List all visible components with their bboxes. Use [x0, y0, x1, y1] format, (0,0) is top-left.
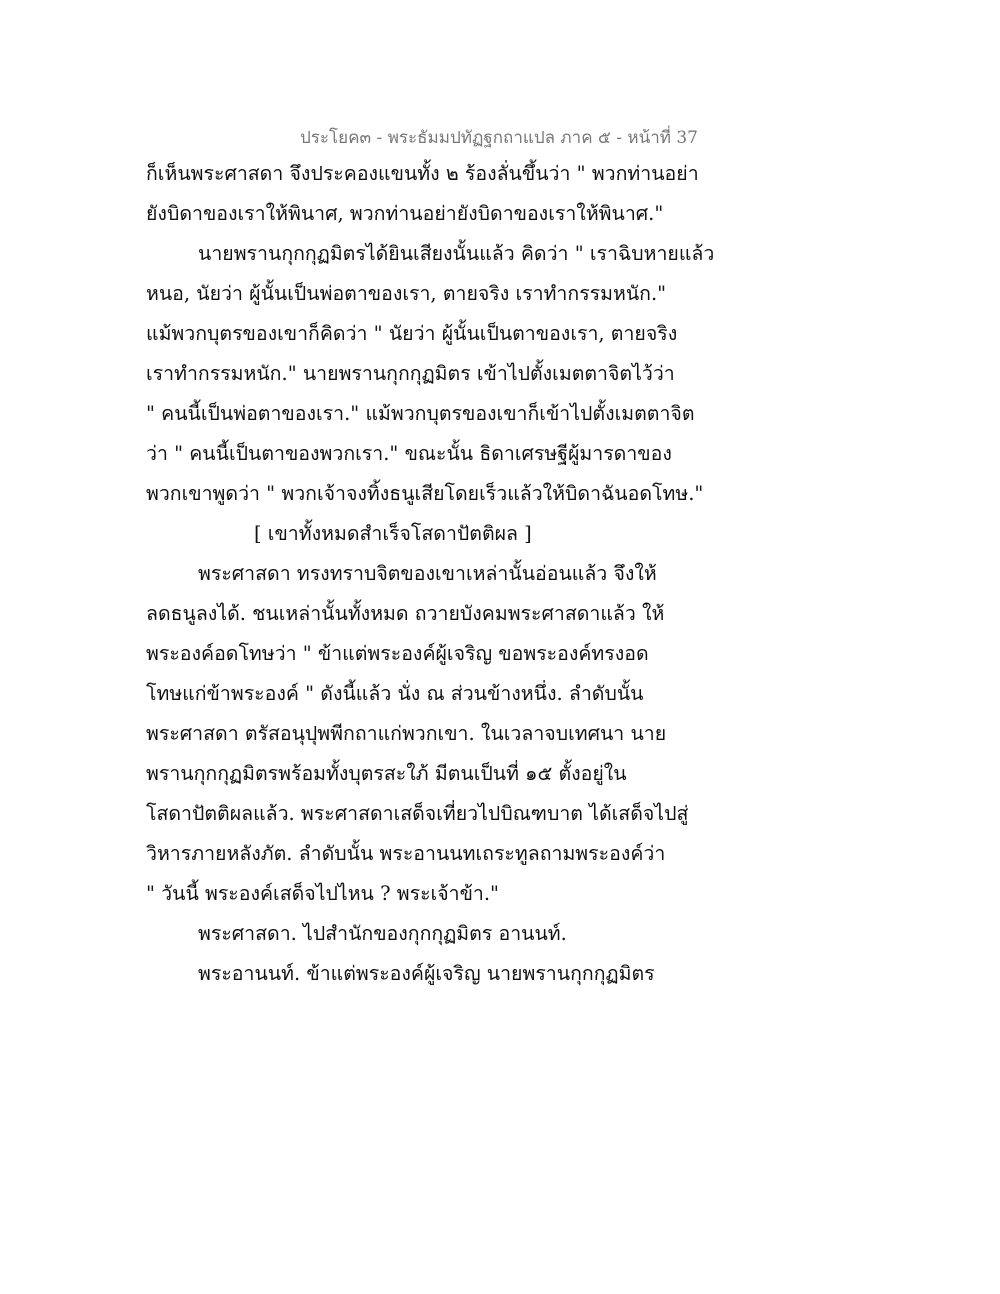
- text-line: " คนนี้เป็นพ่อตาของเรา." แม้พวกบุตรของเขาก็เข้าไปตั้งเมตตาจิต: [146, 402, 695, 425]
- text-line: นายพรานกุกกุฏมิตรได้ยินเสียงนั้นแล้ว คิดว่า " เราฉิบหายแล้ว: [198, 242, 715, 265]
- text-line: พระองค์อดโทษว่า " ข้าแต่พระองค์ผู้เจริญ ขอพระองค์ทรงอด: [146, 642, 649, 665]
- text-line: " วันนี้ พระองค์เสด็จไปไหน ? พระเจ้าข้า.": [146, 882, 500, 905]
- dialogue-line: พระศาสดา. ไปสำนักของกุกกุฏมิตร อานนท์.: [198, 922, 567, 945]
- text-line: ยังบิดาของเราให้พินาศ, พวกท่านอย่ายังบิดาของเราให้พินาศ.": [146, 202, 664, 225]
- text-line: ว่า " คนนี้เป็นตาของพวกเรา." ขณะนั้น ธิดาเศรษฐีผู้มารดาของ: [146, 442, 672, 465]
- text-line: โทษแก่ข้าพระองค์ " ดังนี้แล้ว นั่ง ณ ส่วนข้างหนึ่ง. ลำดับนั้น: [146, 682, 644, 705]
- text-line: หนอ, นัยว่า ผู้นั้นเป็นพ่อตาของเรา, ตายจริง เราทำกรรมหนัก.": [146, 282, 667, 305]
- text-line: พระศาสดา ทรงทราบจิตของเขาเหล่านั้นอ่อนแล้ว จึงให้: [198, 562, 657, 585]
- text-line: พระศาสดา ตรัสอนุปุพพีกถาแก่พวกเขา. ในเวลาจบเทศนา นาย: [146, 722, 667, 745]
- dialogue-line: พระอานนท์. ข้าแต่พระองค์ผู้เจริญ นายพรานกุกกุฏมิตร: [198, 962, 655, 985]
- text-line: พรานกุกกุฏมิตรพร้อมทั้งบุตรสะใภ้ มีตนเป็นที่ ๑๕ ตั้งอยู่ใน: [146, 762, 627, 785]
- text-line: ก็เห็นพระศาสดา จึงประคองแขนทั้ง ๒ ร้องลั่นขึ้นว่า " พวกท่านอย่า: [146, 162, 699, 185]
- page-header: ประโยค๓ - พระธัมมปทัฏฐกถาแปล ภาค ๕ - หน้าที่ 37: [300, 128, 698, 148]
- text-line: แม้พวกบุตรของเขาก็คิดว่า " นัยว่า ผู้นั้นเป็นตาของเรา, ตายจริง: [146, 322, 678, 345]
- text-line: พวกเขาพูดว่า " พวกเจ้าจงทิ้งธนูเสียโดยเร็วแล้วให้บิดาฉันอดโทษ.": [146, 482, 704, 505]
- text-line: โสดาปัตติผลแล้ว. พระศาสดาเสด็จเที่ยวไปบิณฑบาต ได้เสด็จไปสู่: [146, 802, 689, 825]
- text-line: วิหารภายหลังภัต. ลำดับนั้น พระอานนทเถระทูลถามพระองค์ว่า: [146, 842, 666, 865]
- text-line: เราทำกรรมหนัก." นายพรานกุกกุฏมิตร เข้าไปตั้งเมตตาจิตไว้ว่า: [146, 362, 675, 385]
- body-text: [146, 158, 746, 998]
- text-line: ลดธนูลงได้. ชนเหล่านั้นทั้งหมด ถวายบังคมพระศาสดาแล้ว ให้: [146, 602, 665, 625]
- section-heading: [ เขาทั้งหมดสำเร็จโสดาปัตติผล ]: [254, 522, 532, 545]
